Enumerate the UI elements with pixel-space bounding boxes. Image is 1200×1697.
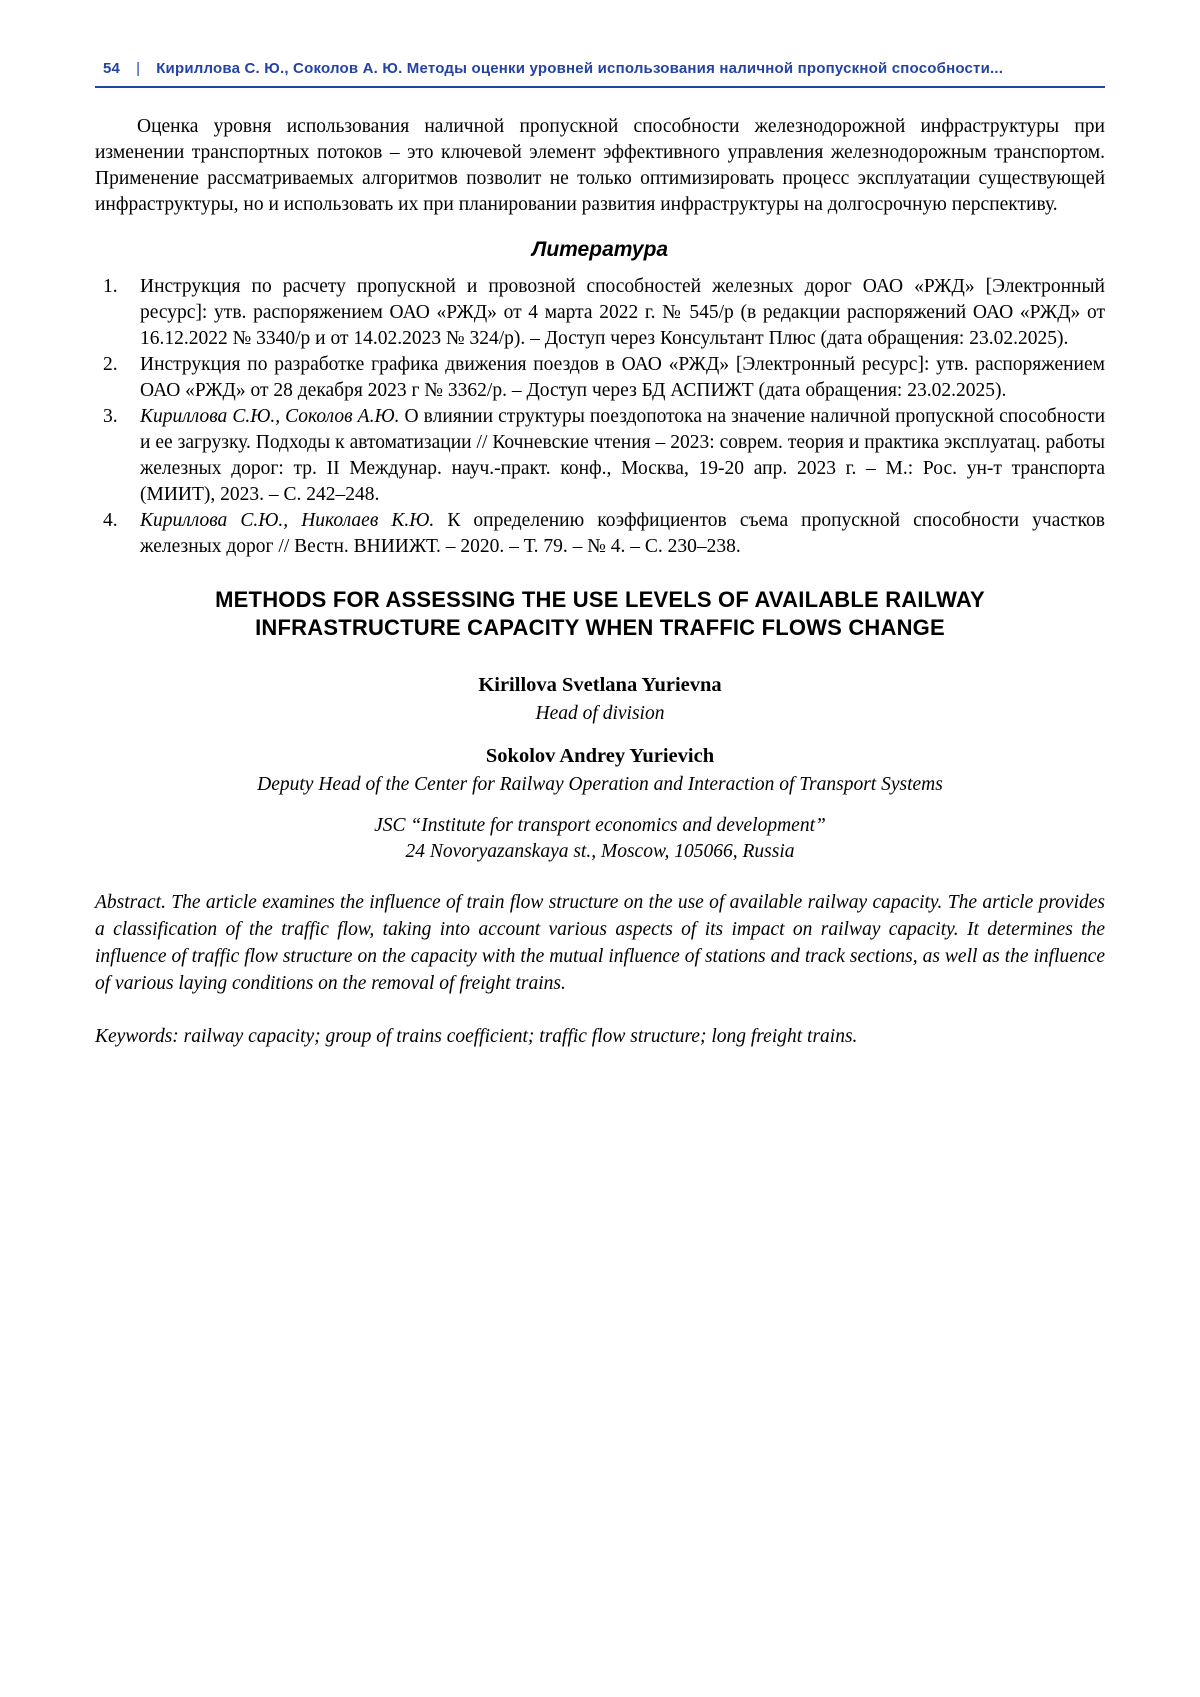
references-list (95, 274, 1105, 560)
affiliation-address: 24 Novoryazanskaya st., Moscow, 105066, Russia (405, 840, 795, 862)
reference-text: К определению коэффициентов съема пропускной способности участков железных дорог // Вестн. ВНИИЖТ. – 2020. – Т. 79. – № 4. – С. 230–238. (140, 509, 1106, 557)
english-title: METHODS FOR ASSESSING THE USE LEVELS OF AVAILABLE RAILWAY INFRASTRUCTURE CAPACITY WHEN TRAFFIC FLOWS CHANGE (215, 586, 985, 640)
author-name-1: Kirillova Svetlana Yurievna (478, 673, 722, 696)
author-role-1: Head of division (535, 702, 665, 724)
intro-paragraph: Оценка уровня использования наличной пропускной способности железнодорожной инфраструктуры при изменении транспортных потоков – это ключевой элемент эффективного управления железнодорожным транспортом. Применение рассматриваемых алгоритмов позволит не только оптимизировать процесс эксплуатации существующей инфраструктуры, но и использовать их при планировании развития инфраструктуры на долгосрочную перспективу. (95, 116, 1105, 215)
running-header (95, 60, 1105, 77)
reference-text: О влиянии структуры поездопотока на значение наличной пропускной способности и ее загрузку. Подходы к автоматизации // Кочневские чтения – 2023: соврем. теория и практика эксплуатац. работы железных дорог: тр. II Междунар. науч.-практ. конф., Москва, 19-20 апр. 2023 г. – М.: Рос. ун-т транспорта (МИИТ), 2023. – С. 242–248. (140, 405, 1106, 505)
page-number: 54 (103, 60, 121, 77)
reference-authors: Кириллова С.Ю., Николаев К.Ю. (140, 509, 435, 531)
reference-item (95, 404, 1105, 508)
reference-authors: Кириллова С.Ю., Соколов А.Ю. (140, 405, 400, 427)
reference-text: Инструкция по разработке графика движения поездов в ОАО «РЖД» [Электронный ресурс]: утв. распоряжением ОАО «РЖД» от 28 декабря 2023 г № 3362/р. – Доступ через БД АСПИЖТ (дата обращения: 23.02.2025). (140, 353, 1105, 401)
reference-text: Инструкция по расчету пропускной и провозной способностей железных дорог ОАО «РЖД» [Электронный ресурс]: утв. распоряжением ОАО «РЖД» от 4 марта 2022 г. № 545/р (в редакции распоряжений ОАО «РЖД» от 16.12.2022 № 3340/р и от 14.02.2023 № 324/р). – Доступ через Консультант Плюс (дата обращения: 23.02.2025). (140, 275, 1105, 349)
reference-item (95, 274, 1105, 352)
keywords-line: Keywords: railway capacity; group of trains coefficient; traffic flow structure; long freight trains. (95, 1025, 858, 1047)
reference-number: 2. (103, 353, 118, 375)
affiliation-block (95, 813, 1105, 865)
abstract-paragraph: Abstract. The article examines the influence of train flow structure on the use of available railway capacity. The article provides a classification of the traffic flow, taking into account various aspects of its impact on railway capacity. It determines the influence of traffic flow structure on the capacity with the mutual influence of stations and track sections, as well as the influence of various laying conditions on the removal of freight trains. (95, 891, 1105, 994)
reference-item (95, 508, 1105, 560)
running-title: Кириллова С. Ю., Соколов А. Ю. Методы оценки уровней использования наличной пропускной способности... (156, 60, 1004, 77)
reference-number: 4. (103, 509, 118, 531)
reference-item (95, 352, 1105, 404)
reference-number: 1. (103, 275, 118, 297)
affiliation: JSC “Institute for transport economics and development” (374, 814, 826, 836)
author-name-2: Sokolov Andrey Yurievich (485, 744, 715, 767)
reference-number: 3. (103, 405, 118, 427)
header-separator: | (136, 60, 141, 77)
references-heading: Литература (531, 237, 669, 261)
author-role-2: Deputy Head of the Center for Railway Operation and Interaction of Transport Systems (257, 773, 943, 795)
header-rule (95, 86, 1105, 88)
